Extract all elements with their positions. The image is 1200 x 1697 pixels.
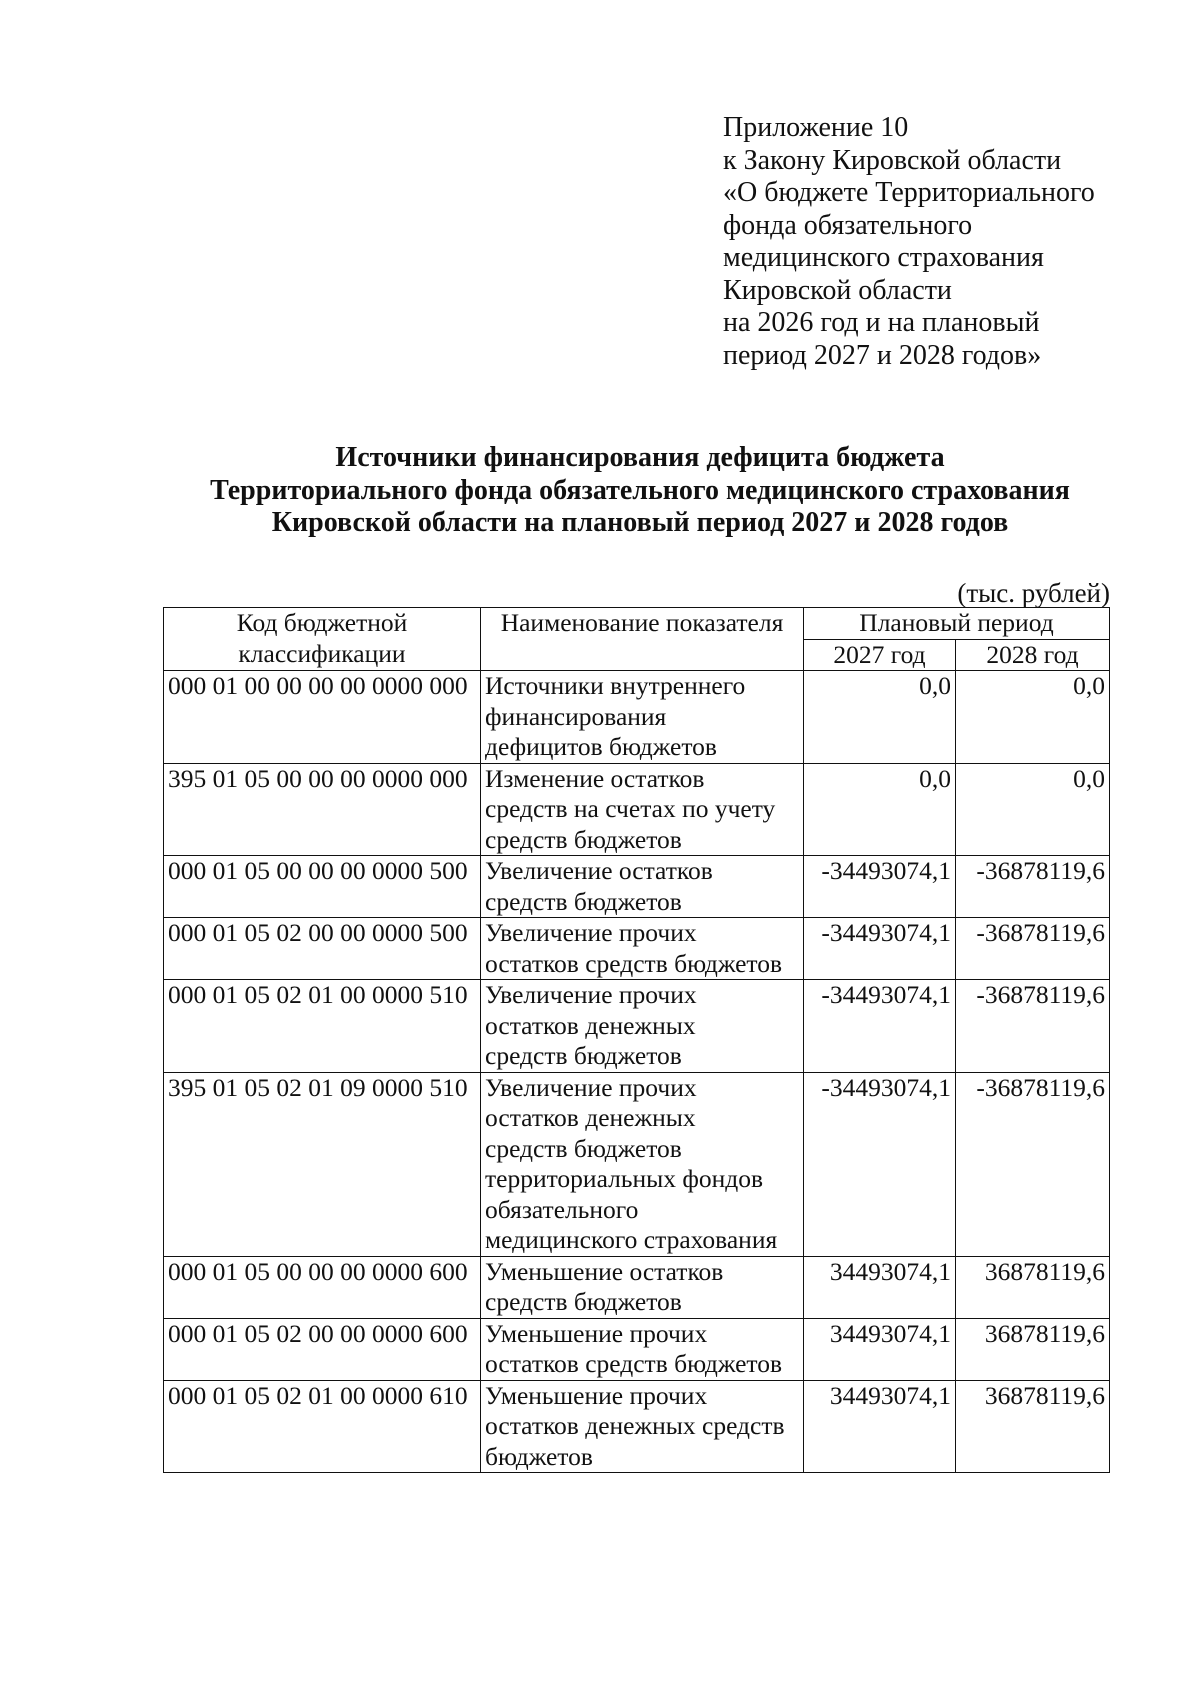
amount-y2028-cell: 36878119,6: [956, 1256, 1110, 1318]
indicator-name-cell: [481, 856, 804, 918]
indicator-name-line: средств бюджетов: [485, 1133, 682, 1163]
indicator-name-line: Источники внутреннего: [485, 671, 746, 700]
table-row: [164, 671, 1110, 764]
table-row: [164, 1072, 1110, 1256]
amount-y2028-cell: -36878119,6: [956, 918, 1110, 980]
annex-line: фонда обязательного: [723, 209, 973, 241]
budget-sources-table: [163, 607, 1110, 1473]
header-planned-period: Плановый период: [804, 608, 1110, 640]
indicator-name-line: Увеличение прочих: [485, 980, 697, 1009]
indicator-name-cell: [481, 918, 804, 980]
indicator-name-line: остатков денежных средств: [485, 1411, 785, 1440]
annex-line: период 2027 и 2028 годов»: [723, 339, 1042, 371]
indicator-name-line: средств бюджетов: [485, 1041, 682, 1070]
amount-y2028-cell: -36878119,6: [956, 1072, 1110, 1256]
indicator-name-line: Увеличение остатков: [485, 856, 713, 885]
indicator-name-line: остатков средств бюджетов: [485, 948, 783, 978]
indicator-name-cell: [481, 671, 804, 764]
indicator-name-line: финансирования: [485, 701, 667, 731]
indicator-name-cell: [481, 1072, 804, 1256]
indicator-name-cell: [481, 1380, 804, 1473]
indicator-name-line: остатков средств бюджетов: [485, 1349, 783, 1378]
indicator-name-line: средств бюджетов: [485, 1287, 682, 1316]
amount-y2028-cell: -36878119,6: [956, 980, 1110, 1073]
budget-code-cell: 395 01 05 02 01 09 0000 510: [164, 1072, 481, 1256]
budget-code-cell: 000 01 05 00 00 00 0000 500: [164, 856, 481, 918]
table-row: [164, 856, 1110, 918]
document-title: [0, 442, 1200, 540]
indicator-name-line: Изменение остатков: [485, 763, 705, 793]
header-year-2028: 2028 год: [956, 639, 1110, 671]
annex-line: на 2026 год и на плановый: [723, 307, 1040, 338]
header-year-2027: 2027 год: [804, 639, 956, 671]
indicator-name-line: Уменьшение прочих: [485, 1380, 708, 1410]
amount-y2027-cell: 34493074,1: [804, 1318, 956, 1380]
title-line: Кировской области на плановый период 2027 и 2028 годов: [271, 507, 1009, 538]
annex-reference: [723, 112, 1163, 372]
budget-code-cell: 000 01 05 02 00 00 0000 500: [164, 918, 481, 980]
budget-code-cell: 000 01 05 00 00 00 0000 600: [164, 1256, 481, 1318]
indicator-name-line: медицинского страхования: [485, 1225, 778, 1254]
header-code-line: классификации: [238, 638, 406, 668]
amount-y2027-cell: 34493074,1: [804, 1256, 956, 1318]
title-line: Территориального фонда обязательного медицинского страхования: [210, 474, 1070, 506]
amount-y2027-cell: 34493074,1: [804, 1380, 956, 1473]
header-code: [164, 608, 481, 671]
indicator-name-line: дефицитов бюджетов: [485, 732, 717, 761]
amount-y2027-cell: 0,0: [804, 763, 956, 856]
header-row: [164, 608, 1110, 640]
indicator-name-line: средств бюджетов: [485, 886, 682, 916]
indicator-name-cell: [481, 1256, 804, 1318]
indicator-name-cell: [481, 763, 804, 856]
table-row: [164, 1256, 1110, 1318]
amount-y2028-cell: -36878119,6: [956, 856, 1110, 918]
amount-y2028-cell: 0,0: [956, 671, 1110, 764]
title-line: Источники финансирования дефицита бюджета: [335, 442, 945, 473]
indicator-name-line: средств на счетах по учету: [485, 794, 776, 823]
budget-code-cell: 000 01 05 02 01 00 0000 510: [164, 980, 481, 1073]
budget-code-cell: 395 01 05 00 00 00 0000 000: [164, 763, 481, 856]
amount-y2028-cell: 0,0: [956, 763, 1110, 856]
indicator-name-line: территориальных фондов: [485, 1164, 764, 1193]
indicator-name-cell: [481, 1318, 804, 1380]
table-row: [164, 980, 1110, 1073]
indicator-name-line: остатков денежных: [485, 1103, 696, 1132]
amount-y2027-cell: 0,0: [804, 671, 956, 764]
table-row: [164, 1318, 1110, 1380]
indicator-name-line: обязательного: [485, 1194, 639, 1224]
table-row: [164, 918, 1110, 980]
annex-line: к Закону Кировской области: [723, 144, 1062, 176]
amount-y2027-cell: -34493074,1: [804, 856, 956, 918]
header-code-line: Код бюджетной: [236, 608, 408, 637]
indicator-name-cell: [481, 980, 804, 1073]
annex-line: медицинского страхования: [723, 242, 1044, 273]
annex-line: Кировской области: [723, 274, 952, 306]
header-name: Наименование показателя: [481, 608, 804, 671]
indicator-name-line: средств бюджетов: [485, 824, 682, 854]
units-label: (тыс. рублей): [957, 578, 1110, 608]
budget-code-cell: 000 01 05 02 01 00 0000 610: [164, 1380, 481, 1473]
indicator-name-line: Уменьшение остатков: [485, 1256, 724, 1286]
amount-y2027-cell: -34493074,1: [804, 918, 956, 980]
indicator-name-line: Увеличение прочих: [485, 918, 697, 947]
indicator-name-line: Увеличение прочих: [485, 1072, 697, 1102]
amount-y2027-cell: -34493074,1: [804, 980, 956, 1073]
amount-y2028-cell: 36878119,6: [956, 1380, 1110, 1473]
indicator-name-line: Уменьшение прочих: [485, 1318, 708, 1348]
table-row: [164, 763, 1110, 856]
budget-code-cell: 000 01 05 02 00 00 0000 600: [164, 1318, 481, 1380]
annex-line: «О бюджете Территориального: [723, 177, 1095, 208]
amount-y2028-cell: 36878119,6: [956, 1318, 1110, 1380]
indicator-name-line: остатков денежных: [485, 1010, 696, 1040]
budget-code-cell: 000 01 00 00 00 00 0000 000: [164, 671, 481, 764]
table-row: [164, 1380, 1110, 1473]
annex-line: Приложение 10: [723, 112, 909, 143]
amount-y2027-cell: -34493074,1: [804, 1072, 956, 1256]
indicator-name-line: бюджетов: [485, 1441, 593, 1471]
